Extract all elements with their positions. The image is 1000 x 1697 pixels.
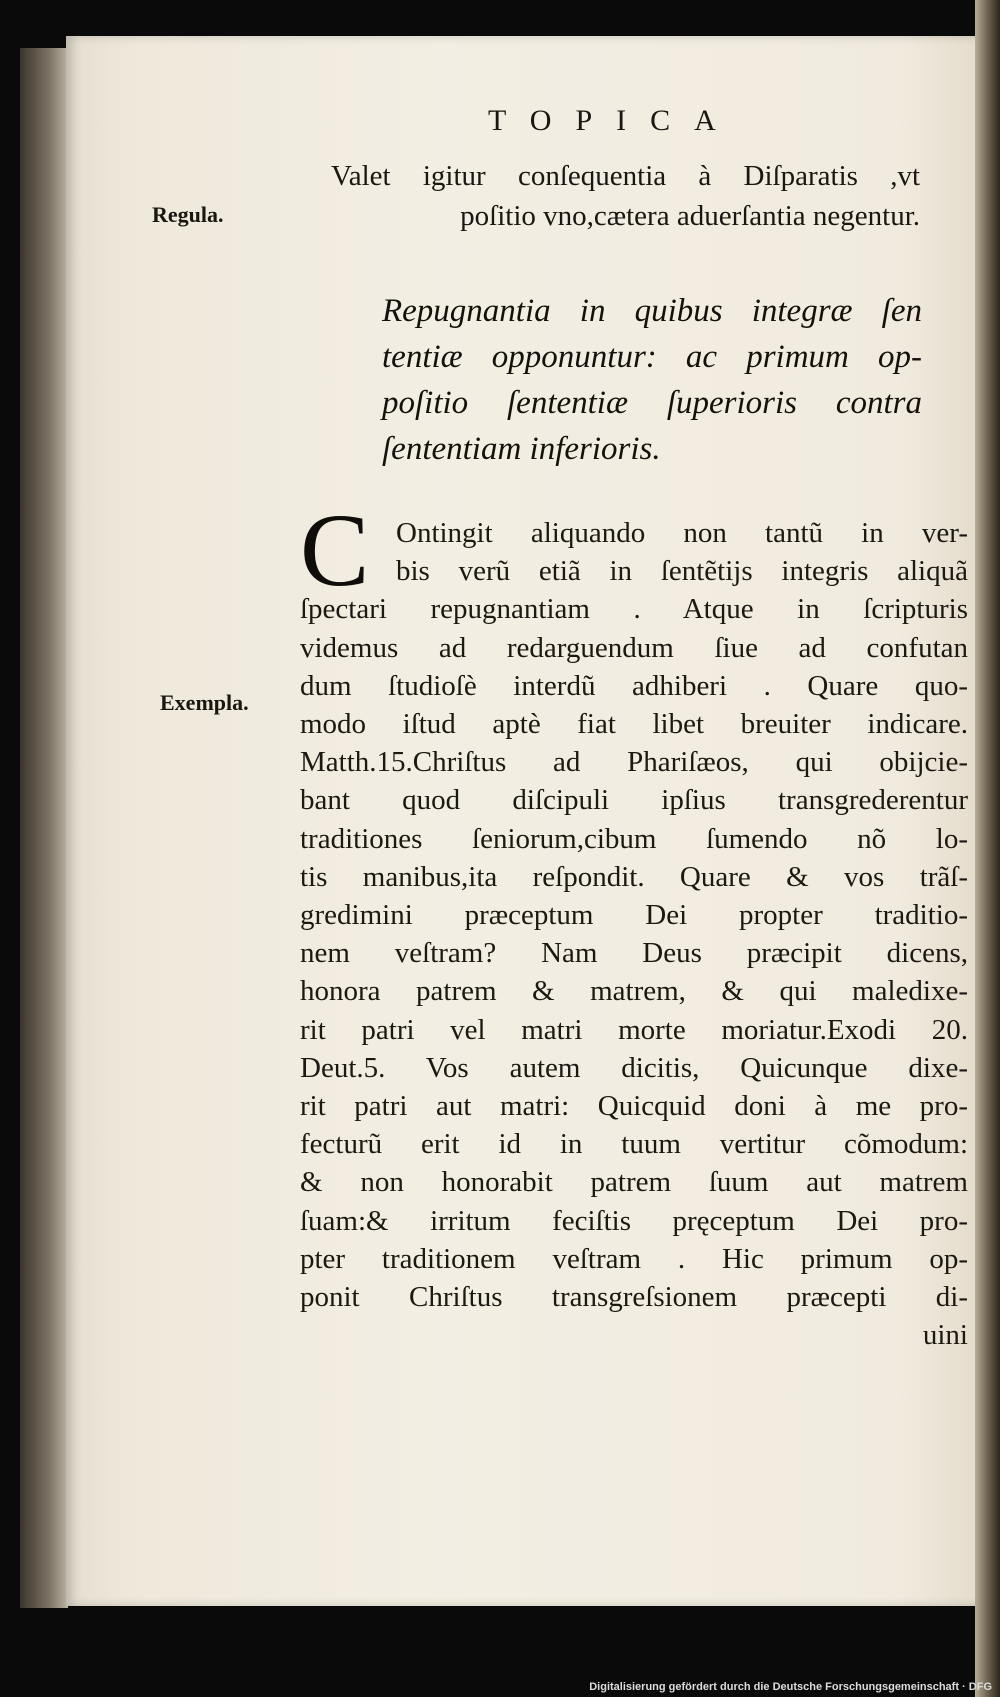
body-line: dum ſtudioſè interdũ adhiberi . Quare quo- xyxy=(300,669,968,702)
heading-line: poſitio ſententiæ ſuperioris contra xyxy=(382,385,922,421)
drop-cap: C xyxy=(300,493,370,608)
body-line: gredimini præceptum Dei propter traditio- xyxy=(300,899,968,932)
margin-note-regula: Regula. xyxy=(152,202,224,227)
body-line: videmus ad redarguendum ſiue ad confutan xyxy=(300,631,968,664)
body-line: modo iſtud aptè fiat libet breuiter indicare. xyxy=(300,708,968,741)
body-line: ſpectari repugnantiam . Atque in ſcripturis xyxy=(300,593,968,626)
body-line: pter traditionem veſtram . Hic primum op- xyxy=(300,1242,968,1275)
rule-line: poſitio vno,cætera aduerſantia negentur. xyxy=(460,200,920,232)
body-line: uini xyxy=(922,1319,968,1352)
body-text xyxy=(300,514,968,1354)
body-line: Deut.5. Vos autem dicitis, Quicunque dixe- xyxy=(300,1051,968,1084)
page-edge xyxy=(975,0,1000,1697)
body-line: & non honorabit patrem ſuum aut matrem xyxy=(300,1166,968,1199)
body-line: tis manibus,ita reſpondit. Quare & vos trãſ- xyxy=(300,860,968,893)
book-spine-shadow xyxy=(20,48,68,1608)
body-line: rit patri vel matri morte moriatur.Exodi 20. xyxy=(300,1013,968,1046)
margin-note-exempla: Exempla. xyxy=(160,690,249,715)
heading-line: Repugnantia in quibus integræ ſen xyxy=(382,293,922,329)
body-line: fecturũ erit id in tuum vertitur cõmodum: xyxy=(300,1128,968,1161)
body-line: ſuam:& irritum feciſtis pręceptum Dei pro- xyxy=(300,1204,968,1237)
body-line: Ontingit aliquando non tantũ in ver- xyxy=(396,517,968,549)
footer-credit: Digitalisierung gefördert durch die Deutsche Forschungsgemeinschaft · DFG xyxy=(589,1681,992,1693)
body-line: ponit Chriſtus transgreſsionem præcepti di- xyxy=(300,1281,968,1314)
rule-line: Valet igitur conſequentia à Diſparatis ,vt xyxy=(331,160,920,192)
heading-line: tentiæ opponuntur: ac primum op- xyxy=(382,339,922,375)
body-line: honora patrem & matrem, & qui maledixe- xyxy=(300,975,968,1008)
body-line: rit patri aut matri: Quicquid doni à me pro- xyxy=(300,1090,968,1123)
running-head: TOPICA xyxy=(488,104,740,137)
body-line: bis verũ etiã in ſentẽtijs integris aliquã xyxy=(396,555,968,588)
section-heading xyxy=(382,288,922,472)
rule-text xyxy=(285,156,920,236)
body-line: nem veſtram? Nam Deus præcipit dicens, xyxy=(300,937,968,970)
body-line: traditiones ſeniorum,cibum ſumendo nõ lo- xyxy=(300,822,968,855)
body-line: bant quod diſcipuli ipſius transgrederentur xyxy=(300,784,968,817)
body-line: Matth.15.Chriſtus ad Phariſæos, qui obijcie- xyxy=(300,746,968,779)
heading-line: ſententiam inferioris. xyxy=(382,431,661,467)
